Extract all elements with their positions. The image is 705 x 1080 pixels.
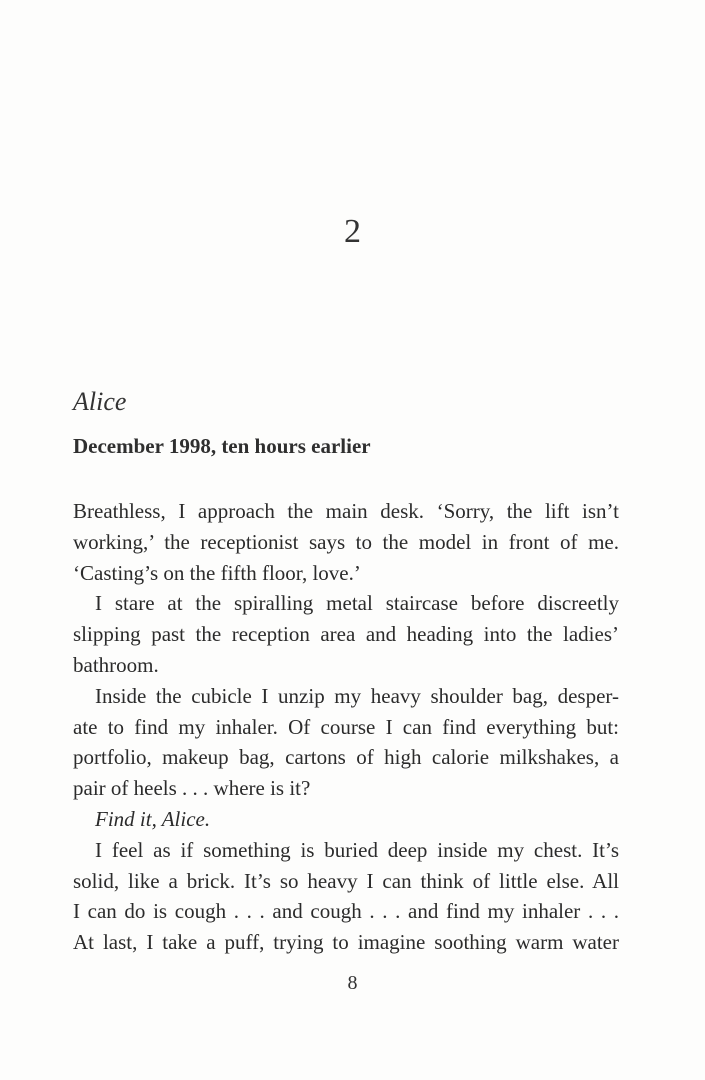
- text-line: I feel as if something is buried deep inside my chest. It’s: [95, 837, 619, 862]
- page-number: 8: [347, 972, 358, 994]
- text-line: ate to find my inhaler. Of course I can find everything but:: [73, 714, 619, 739]
- body-text: [73, 496, 619, 958]
- text-line: solid, like a brick. It’s so heavy I can think of little else. All: [73, 868, 619, 893]
- text-line: At last, I take a puff, trying to imagine soothing warm water: [73, 930, 619, 955]
- text-line: working,’ the receptionist says to the model in front of me.: [73, 529, 619, 554]
- text-line: I stare at the spiralling metal staircase before discreetly: [95, 591, 619, 616]
- text-line: portfolio, makeup bag, cartons of high calorie milkshakes, a: [73, 745, 619, 770]
- text-line: bathroom.: [73, 652, 159, 677]
- text-line: Breathless, I approach the main desk. ‘Sorry, the lift isn’t: [73, 499, 619, 523]
- text-line: I can do is cough . . . and cough . . . and find my inhaler . . .: [73, 899, 619, 924]
- text-line: Inside the cubicle I unzip my heavy shoulder bag, desper-: [95, 683, 619, 708]
- text-line: slipping past the reception area and heading into the ladies’: [73, 622, 619, 647]
- pov-name: Alice: [73, 387, 127, 416]
- text-line-italic: Find it, Alice.: [95, 806, 211, 831]
- text-line: pair of heels . . . where is it?: [73, 776, 311, 801]
- date-heading: December 1998, ten hours earlier: [73, 434, 371, 458]
- text-line: ‘Casting’s on the fifth floor, love.’: [73, 560, 361, 585]
- chapter-number: 2: [344, 213, 361, 250]
